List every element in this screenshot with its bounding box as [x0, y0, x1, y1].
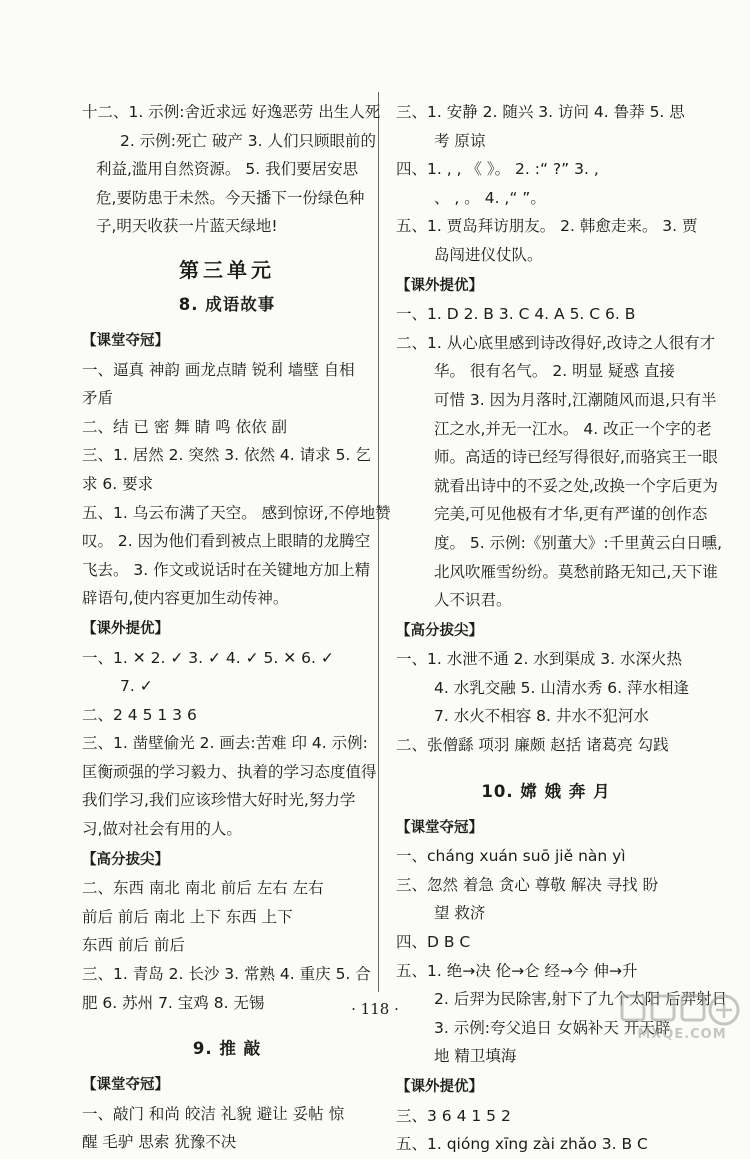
answer-line: 五、1. qióng xīng zài zhǎo 3. B C [396, 1135, 648, 1154]
section-heading: 【高分拔尖】 [82, 851, 169, 868]
answer-line: 完美,可见他极有才华,更有严谨的创作态 [434, 505, 708, 524]
answer-line: 二、结 已 密 舞 睛 鸣 依依 副 [82, 417, 287, 436]
answer-line: 2. 后羿为民除害,射下了九个太阳 后羿射日 [434, 990, 728, 1009]
lesson-title: 10. 嫦 娥 奔 月 [481, 781, 611, 801]
answer-line: 一、cháng xuán suō jiě nàn yì [396, 847, 626, 866]
answer-line: 飞去。 3. 作文或说话时在关键地方加上精 [82, 560, 371, 579]
answer-line: 叹。 2. 因为他们看到被点上眼睛的龙腾空 [82, 532, 371, 551]
answer-line: 辟语句,使内容更加生动传神。 [82, 589, 289, 608]
answer-line: 望 救济 [434, 904, 486, 923]
answer-line: 三、1. 安静 2. 随兴 3. 访问 4. 鲁莽 5. 思 [396, 103, 685, 121]
svg-text:MXQE.COM: MXQE.COM [637, 1027, 727, 1042]
answer-line: 就看出诗中的不妥之处,改换一个字后更为 [434, 476, 718, 495]
answer-line: 危,要防患于未然。今天播下一份绿色种 [96, 188, 365, 207]
answer-line: 二、1. 从心底里感到诗改得好,改诗之人很有才 [396, 333, 716, 352]
answer-line: 二、2 4 5 1 3 6 [82, 705, 197, 724]
answer-line: 肥 6. 苏州 7. 宝鸡 8. 无锡 [82, 993, 265, 1012]
answer-line: 求 6. 要求 [82, 474, 154, 493]
answer-line: 二、张僧繇 项羽 廉颇 赵括 诸葛亮 勾践 [396, 736, 669, 755]
answer-line: 五、1. 贾岛拜访朋友。 2. 韩愈走来。 3. 贾 [396, 217, 698, 236]
answer-line: 四、1. , , 《 》。 2. :“ ?” 3. , [396, 160, 599, 179]
section-heading: 【课堂夺冠】 [396, 819, 483, 836]
answer-line: 地 精卫填海 [434, 1047, 517, 1066]
page-number: · 118 · [351, 1000, 399, 1018]
answer-line: 一、逼真 神韵 画龙点睛 锐利 墙壁 自相 [82, 360, 355, 379]
section-heading: 【课外提优】 [396, 277, 483, 294]
answer-line: 人不识君。 [434, 591, 512, 610]
answer-line: 江之水,并无一江水。 4. 改正一个字的老 [434, 419, 712, 438]
answer-line: 考 原谅 [434, 131, 486, 150]
answer-line: 五、1. 乌云布满了天空。 感到惊讶,不停地赞 [82, 503, 391, 522]
answer-line: 一、1. D 2. B 3. C 4. A 5. C 6. B [396, 305, 636, 324]
answer-line: 二、东西 南北 南北 前后 左右 左右 [82, 879, 324, 898]
lesson-title: 9. 推 敲 [192, 1039, 262, 1059]
section-heading: 【课外提优】 [396, 1079, 483, 1095]
answer-line: 我们学习,我们应该珍惜大好时光,努力学 [82, 791, 356, 810]
answer-line: 可惜 3. 因为月落时,江潮随风而退,只有半 [434, 390, 717, 409]
watermark-logo [616, 990, 748, 1042]
answer-line: 三、1. 凿壁偷光 2. 画去:苦难 印 4. 示例: [82, 734, 368, 753]
answer-line: 一、1. 水泄不通 2. 水到渠成 3. 水深火热 [396, 650, 683, 669]
answer-line: 匡衡顽强的学习毅力、执着的学习态度值得 [82, 762, 377, 781]
answer-line: 2. 示例:死亡 破产 3. 人们只顾眼前的 [120, 131, 377, 150]
answer-line: 7. ✓ [120, 677, 153, 696]
answer-line: 一、1. ✕ 2. ✓ 3. ✓ 4. ✓ 5. ✕ 6. ✓ [82, 648, 334, 667]
answer-line: 一、敲门 和尚 皎洁 礼貌 避让 妥帖 惊 [82, 1104, 345, 1123]
answer-line: 北风吹雁雪纷纷。莫愁前路无知己,天下谁 [434, 562, 718, 581]
answer-line: 三、1. 青岛 2. 长沙 3. 常熟 4. 重庆 5. 合 [82, 965, 371, 984]
answer-line: 度。 5. 示例:《别董大》:千里黄云白日曛, [434, 533, 723, 552]
answer-line: 三、1. 居然 2. 突然 3. 依然 4. 请求 5. 乞 [82, 446, 371, 465]
answer-line: 子,明天收获一片蓝天绿地! [96, 217, 278, 236]
section-heading: 【课外提优】 [82, 620, 169, 637]
answer-line: 三、3 6 4 1 5 2 [396, 1106, 511, 1125]
section-heading: 【课堂夺冠】 [82, 1077, 169, 1094]
answer-line: 岛闯进仪仗队。 [434, 245, 543, 264]
section-heading: 【课堂夺冠】 [82, 332, 169, 349]
lesson-title: 8. 成语故事 [178, 294, 276, 314]
answer-line: 三、忽然 着急 贪心 尊敬 解决 寻找 盼 [396, 875, 659, 894]
answer-line: 4. 水乳交融 5. 山清水秀 6. 萍水相逢 [434, 678, 690, 697]
answer-line: 四、D B C [396, 933, 471, 952]
answer-line: 7. 水火不相容 8. 井水不犯河水 [434, 707, 649, 726]
answer-line: 3. 示例:夸父追日 女娲补天 开天辟 [434, 1018, 671, 1037]
answer-line: 醒 毛驴 思索 犹豫不决 [82, 1133, 237, 1152]
answer-line: 东西 前后 前后 [82, 936, 185, 955]
answer-line: 习,做对社会有用的人。 [82, 820, 242, 839]
unit-title: 第三单元 [179, 257, 275, 282]
answer-line: 十二、1. 示例:舍近求远 好逸恶劳 出生人死 [82, 103, 381, 121]
section-heading: 【高分拔尖】 [396, 622, 483, 639]
answer-line: 矛盾 [82, 389, 114, 408]
answer-line: 、 , 。 4. ,“ ”。 [434, 188, 546, 207]
answer-line: 利益,滥用自然资源。 5. 我们要居安思 [96, 160, 359, 179]
answer-line: 五、1. 绝→决 伦→仑 经→今 伸→升 [396, 961, 638, 980]
answer-line: 前后 前后 南北 上下 东西 上下 [82, 907, 293, 926]
column-divider [378, 92, 379, 992]
answer-line: 华。 很有名气。 2. 明显 疑惑 直接 [434, 362, 675, 381]
answer-line: 师。高适的诗已经写得很好,而骆宾王一眼 [434, 448, 718, 467]
